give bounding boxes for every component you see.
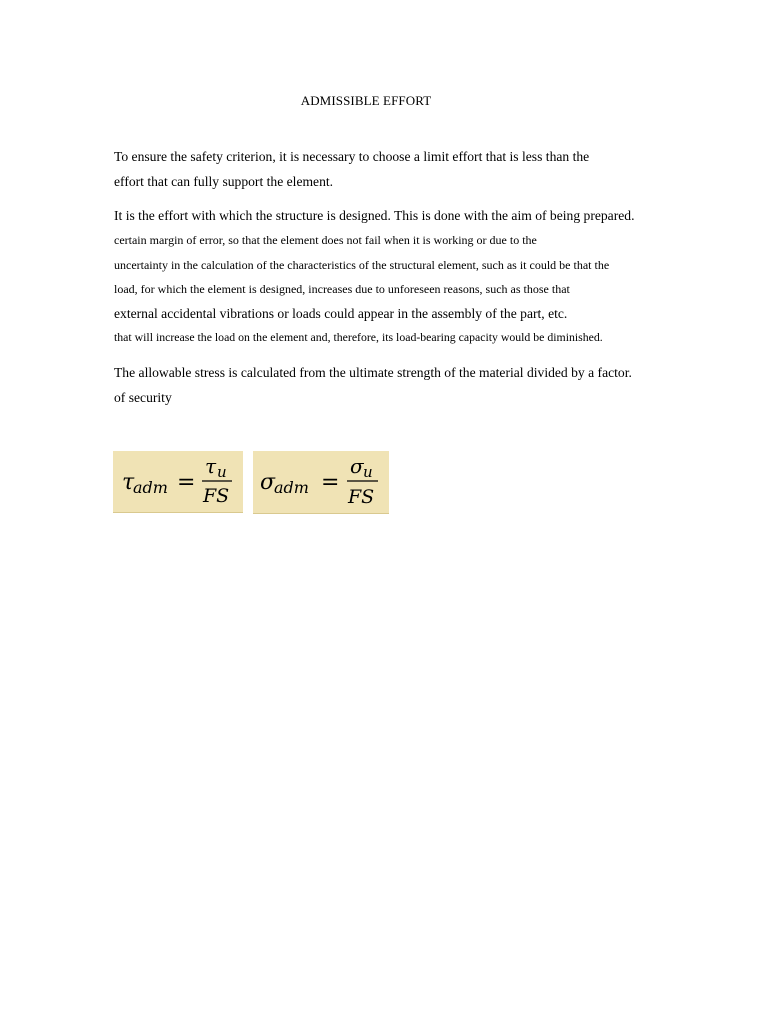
normal-equals: =	[321, 470, 340, 495]
normal-numerator: σ	[350, 454, 364, 478]
text-line: certain margin of error, so that the element does not fail when it is working or due to the	[114, 233, 537, 247]
formula-shear-graphic	[113, 451, 243, 512]
text-line: To ensure the safety criterion, it is necessary to choose a limit effort that is less than the	[114, 149, 590, 164]
formula-normal-stress	[253, 451, 389, 514]
text-line: uncertainty in the calculation of the characteristics of the structural element, such as it could be that the	[114, 258, 610, 272]
page-title: ADMISSIBLE EFFORT	[300, 93, 432, 108]
text-line: that will increase the load on the element and, therefore, its load-bearing capacity would be diminished.	[114, 330, 603, 344]
text-line: load, for which the element is designed, increases due to unforeseen reasons, such as those that	[114, 282, 570, 296]
shear-denominator: FS	[203, 485, 230, 507]
normal-numerator-subscript: u	[363, 463, 373, 481]
formula-normal-graphic	[253, 451, 389, 513]
formula-shear-stress	[113, 451, 243, 513]
normal-subscript: adm	[274, 478, 309, 497]
shear-symbol: τ	[122, 470, 135, 495]
text-line: of security	[114, 390, 172, 405]
text-line: It is the effort with which the structure is designed. This is done with the aim of being prepared.	[114, 208, 635, 223]
text-line: effort that can fully support the element.	[114, 174, 334, 189]
normal-denominator: FS	[348, 486, 375, 508]
shear-equals: =	[177, 470, 196, 495]
shear-subscript: adm	[133, 478, 168, 497]
shear-numerator-subscript: u	[217, 463, 227, 481]
text-line: The allowable stress is calculated from the ultimate strength of the material divided by a factor.	[114, 365, 632, 380]
normal-symbol: σ	[260, 470, 276, 495]
shear-numerator: τ	[205, 454, 217, 478]
text-line: external accidental vibrations or loads could appear in the assembly of the part, etc.	[114, 306, 568, 321]
